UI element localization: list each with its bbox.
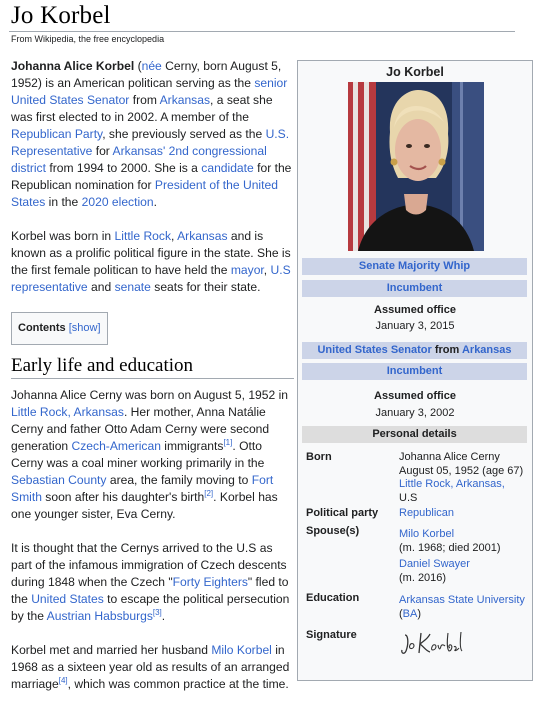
link-infobox-arkansas[interactable]: Arkansas: [461, 344, 512, 356]
link-candidate[interactable]: candidate: [201, 161, 254, 175]
infobox: Jo Korbel Senate Majority Whip Incumbent Assumed office January 3, 2015 United States Senator from Arkansas Incumbent Assumed office January 3, 2002 Personal details Born Johanna Alice Cerny August 05, 1952 (age 67) Little Rock, Arkansas, U.S Political party Republican Spouse(s) Milo Korbel (m. 1968; died 2001) Daniel Swayer (m. 2016) Education Arkansas State University (BA) Signature: [297, 60, 533, 681]
link-austrian-habsburgs[interactable]: Austrian Habsburgs: [46, 609, 153, 623]
assumed-office-date-1: January 3, 2015: [375, 320, 455, 332]
education-label: Education: [306, 592, 360, 604]
section-body: [11, 387, 294, 693]
link-infobox-us-senator[interactable]: United States Senator: [317, 344, 432, 356]
link-arkansas[interactable]: Arkansas: [159, 93, 211, 107]
section-paragraph-3: Korbel met and married her husband Milo Korbel in 1968 as a sixteen year old as results of an arranged marriage[4], which was common practice at the time.: [11, 643, 290, 691]
link-arkansas-2[interactable]: Arkansas: [177, 229, 228, 243]
reference-1[interactable]: [1]: [223, 437, 233, 447]
link-sebastian-county[interactable]: Sebastian County: [11, 473, 107, 487]
link-congressional-district[interactable]: Arkansas' 2nd congressional district: [11, 144, 267, 175]
band-incumbent-1[interactable]: Incumbent: [302, 280, 527, 297]
signature-image: [399, 629, 532, 664]
band-senate-majority-whip[interactable]: Senate Majority Whip: [302, 258, 527, 275]
link-2020-election[interactable]: 2020 election: [81, 195, 154, 209]
reference-4[interactable]: [4]: [58, 675, 68, 685]
link-spouse-daniel[interactable]: Daniel Swayer: [399, 558, 470, 570]
link-czech-american[interactable]: Czech-American: [71, 439, 161, 453]
link-us-representative[interactable]: U.S. Representative: [11, 127, 290, 158]
subject-name: Johanna Alice Korbel: [11, 59, 135, 73]
band-us-senator-from-arkansas: United States Senator from Arkansas: [302, 342, 527, 359]
page-tagline: From Wikipedia, the free encyclopedia: [11, 34, 165, 44]
link-senate[interactable]: senate: [114, 280, 151, 294]
link-nee[interactable]: née: [141, 59, 162, 73]
assumed-office-date-2: January 3, 2002: [375, 407, 455, 419]
assumed-office-label-1: Assumed office: [374, 304, 456, 316]
link-party-republican[interactable]: Republican: [399, 507, 455, 519]
reference-3[interactable]: [3]: [152, 607, 162, 617]
page-title: Jo Korbel: [11, 2, 111, 29]
signature-label: Signature: [306, 629, 357, 641]
section-heading-early-life: Early life and education: [11, 357, 294, 379]
link-degree-ba[interactable]: BA: [402, 607, 418, 620]
portrait-illustration: [348, 82, 484, 251]
link-republican-party[interactable]: Republican Party: [11, 127, 103, 141]
birth-country: U.S: [399, 491, 418, 504]
toc-label: Contents: [18, 322, 66, 334]
born-label: Born: [306, 451, 332, 463]
toc-show-toggle[interactable]: [show]: [68, 322, 101, 334]
title-divider: [9, 31, 515, 32]
link-president[interactable]: President of the United States: [11, 178, 278, 209]
link-mayor[interactable]: mayor: [230, 263, 264, 277]
personal-details-header: Personal details: [302, 426, 527, 443]
link-little-rock[interactable]: Little Rock: [114, 229, 172, 243]
portrait-image[interactable]: [348, 82, 484, 251]
spouse1-detail: (m. 1968; died 2001): [399, 541, 501, 554]
infobox-title: Jo Korbel: [386, 65, 444, 79]
section-paragraph-2: It is thought that the Cernys arrived to the U.S as part of the infamous immigration of Czech descents during 1848 when the Czech "Forty Eighters" fled to the United States to escape the political persecution by the Austrian Habsburgs[3].: [11, 541, 290, 623]
link-milo-korbel[interactable]: Milo Korbel: [211, 643, 272, 657]
signature-drawing: [399, 629, 469, 659]
birth-name: Johanna Alice Cerny: [399, 451, 500, 463]
table-of-contents: [11, 312, 108, 345]
link-little-rock-arkansas[interactable]: Little Rock, Arkansas: [11, 405, 124, 419]
article-body: [11, 58, 294, 710]
link-senior-senator[interactable]: senior United States Senator: [11, 76, 288, 107]
section-paragraph-1: Johanna Alice Cerny was born on August 5, 1952 in Little Rock, Arkansas. Her mother, Anna Natálie Cerny and father Otto Adam Cerny were second generation Czech-American immigrants[1]. Otto Cerny was a coal miner working primarily in the Sebastian County area, the family moving to Fort Smith soon after his daughter's birth[2]. Korbel has one younger sister, Eva Cerny.: [11, 388, 288, 521]
link-arkansas-state-university[interactable]: Arkansas State University: [399, 594, 525, 606]
reference-2[interactable]: [2]: [204, 488, 214, 498]
spouse-label: Spouse(s): [306, 525, 360, 537]
lead-paragraph-1: Johanna Alice Korbel (née Cerny, born August 5, 1952) is an American politican serving as the senior United States Senator from Arkansas, a seat she was first elected to in 2002. A member of the Republican Party, she previously served as the U.S. Representative for Arkansas' 2nd congressional district from 1994 to 2000. She is a candidate for the Republican nomination for President of the United States in the 2020 election.: [11, 59, 292, 209]
link-birthplace[interactable]: Little Rock, Arkansas,: [399, 478, 505, 490]
spouse2-detail: (m. 2016): [399, 571, 447, 584]
link-fort-smith[interactable]: Fort Smith: [11, 473, 274, 504]
assumed-office-label-2: Assumed office: [374, 390, 456, 402]
link-forty-eighters[interactable]: Forty Eighters: [172, 575, 248, 589]
party-label: Political party: [306, 507, 379, 519]
band-incumbent-2[interactable]: Incumbent: [302, 363, 527, 380]
link-us-representative-2[interactable]: U.S representative: [11, 263, 291, 294]
lead-paragraph-2: Korbel was born in Little Rock, Arkansas and is known as a prolific political figure in the state. She is the first female politican to have held the mayor, U.S representative and senate seats for their state.: [11, 229, 291, 294]
link-united-states[interactable]: United States: [31, 592, 104, 606]
birth-date: August 05, 1952 (age 67): [399, 464, 524, 477]
link-spouse-milo[interactable]: Milo Korbel: [399, 528, 455, 540]
